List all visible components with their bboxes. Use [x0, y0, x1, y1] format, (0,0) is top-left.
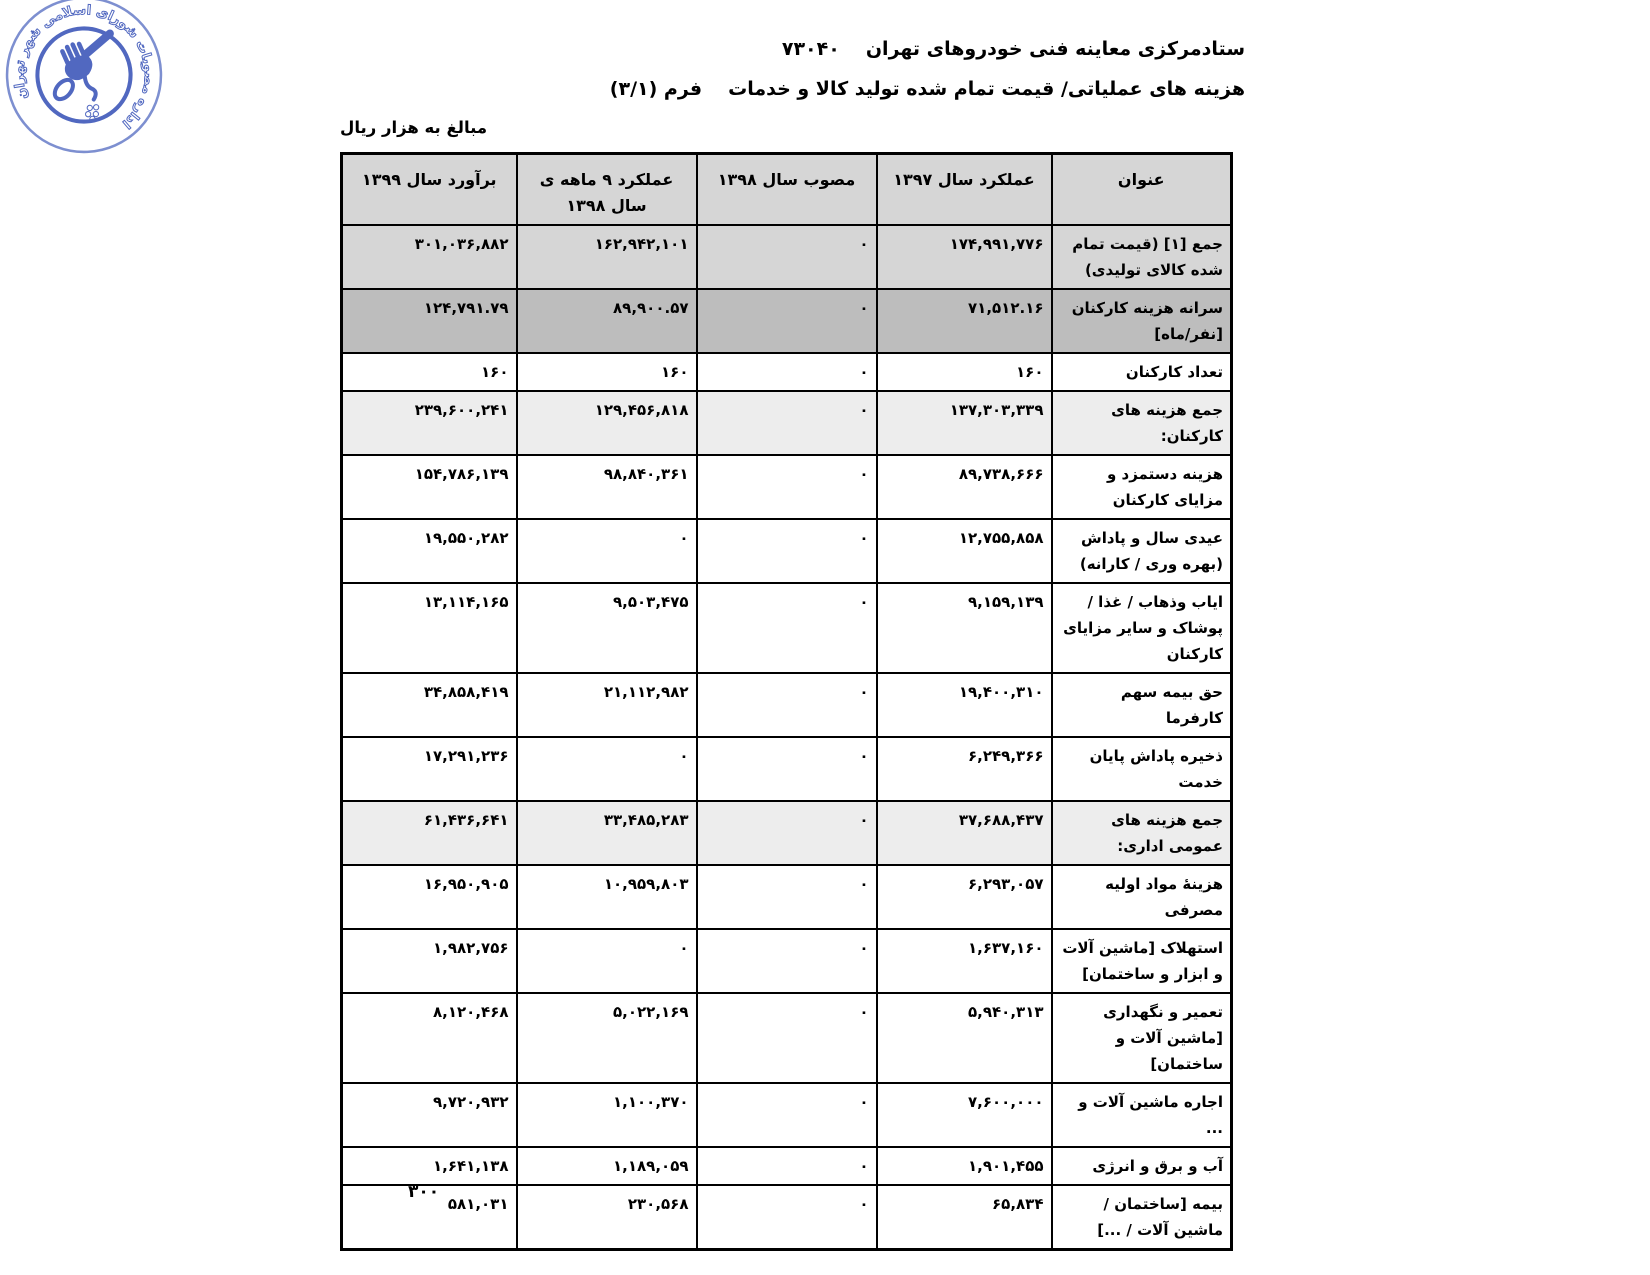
value-cell-perf_1397: ۱,۶۳۷,۱۶۰	[877, 929, 1052, 993]
amount-unit-note: مبالغ به هزار ریال	[340, 118, 488, 137]
value-cell-approved_1398: ۰	[697, 929, 877, 993]
column-header-title: عنوان	[1052, 154, 1232, 226]
value-cell-estimate_1399: ۱,۶۴۱,۱۳۸	[342, 1147, 517, 1185]
header-subtitle-line	[610, 80, 1245, 99]
value-cell-estimate_1399: ۱۵۴,۷۸۶,۱۳۹	[342, 455, 517, 519]
row-title-cell: تعداد کارکنان	[1052, 353, 1232, 391]
value-cell-approved_1398: ۰	[697, 289, 877, 353]
value-cell-estimate_1399: ۵۸۱,۰۳۱	[342, 1185, 517, 1250]
row-title-cell: اجاره ماشین آلات و ...	[1052, 1083, 1232, 1147]
row-title-cell: جمع هزینه های کارکنان:	[1052, 391, 1232, 455]
value-cell-estimate_1399: ۱۳,۱۱۴,۱۶۵	[342, 583, 517, 673]
org-title: ستادمرکزی معاینه فنی خودروهای تهران	[865, 38, 1245, 60]
row-title-cell: هزینه دستمزد و مزایای کارکنان	[1052, 455, 1232, 519]
table-row	[342, 225, 1232, 289]
cost-table	[340, 152, 1233, 1251]
stamp-emblem-icon	[37, 29, 140, 132]
value-cell-estimate_1399: ۶۱,۴۳۶,۶۴۱	[342, 801, 517, 865]
value-cell-perf_9m_1398: ۹۸,۸۴۰,۳۶۱	[517, 455, 697, 519]
table-row	[342, 391, 1232, 455]
value-cell-perf_9m_1398: ۱,۱۰۰,۳۷۰	[517, 1083, 697, 1147]
table-body	[342, 225, 1232, 1250]
value-cell-estimate_1399: ۱۷,۲۹۱,۲۳۶	[342, 737, 517, 801]
row-title-cell: عیدی سال و پاداش (بهره وری / کارانه)	[1052, 519, 1232, 583]
table-header-row	[342, 154, 1232, 226]
value-cell-approved_1398: ۰	[697, 993, 877, 1083]
row-title-cell: ایاب وذهاب / غذا / پوشاک و سایر مزایای کارکنان	[1052, 583, 1232, 673]
table-row	[342, 673, 1232, 737]
table-row	[342, 583, 1232, 673]
value-cell-perf_1397: ۱۲,۷۵۵,۸۵۸	[877, 519, 1052, 583]
table-row	[342, 289, 1232, 353]
value-cell-estimate_1399: ۲۳۹,۶۰۰,۲۴۱	[342, 391, 517, 455]
table-row	[342, 455, 1232, 519]
value-cell-perf_9m_1398: ۰	[517, 929, 697, 993]
value-cell-estimate_1399: ۱۶۰	[342, 353, 517, 391]
value-cell-approved_1398: ۰	[697, 353, 877, 391]
value-cell-perf_1397: ۳۷,۶۸۸,۴۳۷	[877, 801, 1052, 865]
form-code: ۷۳۰۴۰	[781, 38, 840, 60]
table-row	[342, 865, 1232, 929]
value-cell-approved_1398: ۰	[697, 1185, 877, 1250]
table-row	[342, 353, 1232, 391]
cost-table-container	[340, 152, 1230, 1251]
value-cell-perf_1397: ۱۶۰	[877, 353, 1052, 391]
row-title-cell: سرانه هزینه کارکنان [نفر/ماه]	[1052, 289, 1232, 353]
value-cell-perf_9m_1398: ۱۶۰	[517, 353, 697, 391]
value-cell-estimate_1399: ۳۴,۸۵۸,۴۱۹	[342, 673, 517, 737]
value-cell-estimate_1399: ۱۹,۵۵۰,۲۸۲	[342, 519, 517, 583]
value-cell-perf_9m_1398: ۱۶۲,۹۴۲,۱۰۱	[517, 225, 697, 289]
value-cell-perf_9m_1398: ۰	[517, 737, 697, 801]
value-cell-approved_1398: ۰	[697, 391, 877, 455]
value-cell-perf_9m_1398: ۳۳,۴۸۵,۲۸۳	[517, 801, 697, 865]
row-title-cell: تعمیر و نگهداری [ماشین آلات و ساختمان]	[1052, 993, 1232, 1083]
value-cell-approved_1398: ۰	[697, 519, 877, 583]
value-cell-approved_1398: ۰	[697, 1147, 877, 1185]
value-cell-perf_9m_1398: ۸۹,۹۰۰.۵۷	[517, 289, 697, 353]
value-cell-perf_9m_1398: ۰	[517, 519, 697, 583]
column-header-perf-1397: عملکرد سال ۱۳۹۷	[877, 154, 1052, 226]
value-cell-perf_9m_1398: ۱۲۹,۴۵۶,۸۱۸	[517, 391, 697, 455]
value-cell-perf_9m_1398: ۱۰,۹۵۹,۸۰۳	[517, 865, 697, 929]
value-cell-approved_1398: ۰	[697, 583, 877, 673]
value-cell-perf_1397: ۷,۶۰۰,۰۰۰	[877, 1083, 1052, 1147]
column-header-estimate-1399: برآورد سال ۱۳۹۹	[342, 154, 517, 226]
form-number-label: فرم (۳/۱)	[609, 78, 703, 100]
row-title-cell: استهلاک [ماشین آلات و ابزار و ساختمان]	[1052, 929, 1232, 993]
value-cell-estimate_1399: ۳۰۱,۰۳۶,۸۸۲	[342, 225, 517, 289]
stamp-inner-ring	[23, 14, 146, 137]
stamp-outer-ring	[0, 0, 186, 177]
value-cell-perf_1397: ۷۱,۵۱۲.۱۶	[877, 289, 1052, 353]
header-title-line	[610, 40, 1245, 59]
table-row	[342, 1185, 1232, 1250]
value-cell-perf_1397: ۶,۲۴۹,۳۶۶	[877, 737, 1052, 801]
value-cell-perf_9m_1398: ۵,۰۲۲,۱۶۹	[517, 993, 697, 1083]
value-cell-estimate_1399: ۱۲۴,۷۹۱.۷۹	[342, 289, 517, 353]
row-title-cell: آب و برق و انرژی	[1052, 1147, 1232, 1185]
value-cell-perf_1397: ۶۵,۸۳۴	[877, 1185, 1052, 1250]
row-title-cell: جمع [۱] (قیمت تمام شده کالای تولیدی)	[1052, 225, 1232, 289]
report-subtitle: هزینه های عملیاتی/ قیمت تمام شده تولید کالا و خدمات	[728, 78, 1245, 100]
value-cell-approved_1398: ۰	[697, 737, 877, 801]
value-cell-perf_1397: ۵,۹۴۰,۳۱۳	[877, 993, 1052, 1083]
table-row	[342, 993, 1232, 1083]
value-cell-perf_1397: ۹,۱۵۹,۱۳۹	[877, 583, 1052, 673]
table-row	[342, 1083, 1232, 1147]
value-cell-approved_1398: ۰	[697, 865, 877, 929]
value-cell-estimate_1399: ۹,۷۲۰,۹۳۲	[342, 1083, 517, 1147]
table-row	[342, 519, 1232, 583]
value-cell-estimate_1399: ۱,۹۸۲,۷۵۶	[342, 929, 517, 993]
value-cell-perf_9m_1398: ۲۱,۱۱۲,۹۸۲	[517, 673, 697, 737]
value-cell-perf_1397: ۱۳۷,۳۰۳,۳۳۹	[877, 391, 1052, 455]
row-title-cell: ذخیره پاداش پایان خدمت	[1052, 737, 1232, 801]
value-cell-estimate_1399: ۱۶,۹۵۰,۹۰۵	[342, 865, 517, 929]
official-stamp	[0, 0, 194, 183]
row-title-cell: جمع هزینه های عمومی اداری:	[1052, 801, 1232, 865]
value-cell-approved_1398: ۰	[697, 673, 877, 737]
column-header-approved-1398: مصوب سال ۱۳۹۸	[697, 154, 877, 226]
row-title-cell: حق بیمه سهم کارفرما	[1052, 673, 1232, 737]
value-cell-perf_9m_1398: ۲۳۰,۵۶۸	[517, 1185, 697, 1250]
value-cell-approved_1398: ۰	[697, 801, 877, 865]
value-cell-perf_1397: ۱۷۴,۹۹۱,۷۷۶	[877, 225, 1052, 289]
table-row	[342, 801, 1232, 865]
table-row	[342, 737, 1232, 801]
page-header	[610, 40, 1245, 99]
stamp-ring-text-holder	[0, 0, 178, 168]
value-cell-perf_1397: ۱,۹۰۱,۴۵۵	[877, 1147, 1052, 1185]
value-cell-estimate_1399: ۸,۱۲۰,۴۶۸	[342, 993, 517, 1083]
row-title-cell: هزینهٔ مواد اولیه مصرفی	[1052, 865, 1232, 929]
value-cell-approved_1398: ۰	[697, 225, 877, 289]
table-row	[342, 1147, 1232, 1185]
page-number: ۳۰۰	[408, 1182, 440, 1202]
table-row	[342, 929, 1232, 993]
value-cell-perf_1397: ۱۹,۴۰۰,۳۱۰	[877, 673, 1052, 737]
value-cell-perf_9m_1398: ۱,۱۸۹,۰۵۹	[517, 1147, 697, 1185]
column-header-perf-9m-1398: عملکرد ۹ ماهه ی سال ۱۳۹۸	[517, 154, 697, 226]
value-cell-perf_9m_1398: ۹,۵۰۳,۴۷۵	[517, 583, 697, 673]
row-title-cell: بیمه [ساختمان / ماشین آلات / ...]	[1052, 1185, 1232, 1250]
value-cell-perf_1397: ۶,۲۹۳,۰۵۷	[877, 865, 1052, 929]
value-cell-approved_1398: ۰	[697, 1083, 877, 1147]
value-cell-perf_1397: ۸۹,۷۳۸,۶۶۶	[877, 455, 1052, 519]
value-cell-approved_1398: ۰	[697, 455, 877, 519]
stamp-ring-text: اداره مصوبات شورای اسلامی شهر تهران	[12, 2, 157, 131]
